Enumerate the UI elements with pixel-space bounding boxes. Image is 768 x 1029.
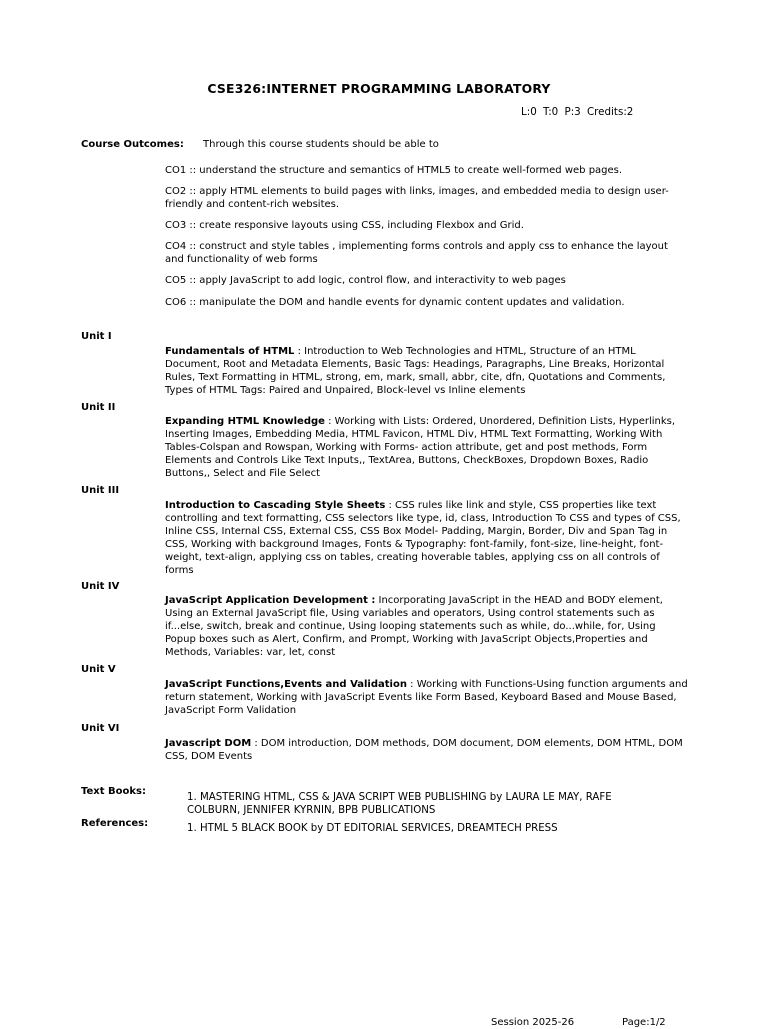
credits-line: L:0 T:0 P:3 Credits:2 <box>521 106 634 118</box>
unit-label: Unit III <box>81 485 120 496</box>
unit-label: Unit V <box>81 664 116 675</box>
course-outcome-item: CO2 :: apply HTML elements to build pages with links, images, and embedded media to design user-friendly and content-rich websites. <box>165 186 669 210</box>
course-outcome-item: CO4 :: construct and style tables , implementing forms controls and apply css to enhance the layout and functionality of web forms <box>165 241 668 265</box>
unit-heading: Javascript DOM <box>165 738 252 749</box>
unit-label: Unit VI <box>81 723 120 734</box>
unit-content <box>165 594 688 659</box>
unit-heading: JavaScript Functions,Events and Validation <box>165 679 407 690</box>
unit-content <box>165 345 688 397</box>
unit-content <box>165 415 688 480</box>
unit-label: Unit IV <box>81 581 120 592</box>
unit-heading: Introduction to Cascading Style Sheets <box>165 500 386 511</box>
session-footer: Session 2025-26 <box>491 1017 575 1028</box>
course-outcomes-label: Course Outcomes: <box>81 139 184 150</box>
unit-label: Unit I <box>81 331 112 342</box>
unit-text: : Working with Lists: Ordered, Unordered, Definition Lists, Hyperlinks, Inserting Images, Embedding Media, HTML Favicon, HTML Div, HTML Text Formatting, Working With Tables-Colspan and Rowspan, Working with Forms- action attribute, get and post methods, Form Elements and Controls Like Text Inputs,, TextArea, Buttons, CheckBoxes, Dropdown Boxes, Radio Buttons,, Select and File Select <box>165 416 676 479</box>
course-outcome-item: CO1 :: understand the structure and semantics of HTML5 to create well-formed web pages. <box>165 165 623 176</box>
course-title: CSE326:INTERNET PROGRAMMING LABORATORY <box>207 81 551 96</box>
references-label: References: <box>81 818 149 829</box>
reference-item: 1. HTML 5 BLACK BOOK by DT EDITORIAL SERVICES, DREAMTECH PRESS <box>187 823 558 834</box>
unit-label: Unit II <box>81 402 116 413</box>
unit-heading: Expanding HTML Knowledge <box>165 416 325 427</box>
unit-heading: JavaScript Application Development : <box>165 595 376 606</box>
course-outcome-item: CO6 :: manipulate the DOM and handle events for dynamic content updates and validation. <box>165 297 625 308</box>
page-number: Page:1/2 <box>622 1017 666 1028</box>
text-book-item: 1. MASTERING HTML, CSS & JAVA SCRIPT WEB PUBLISHING by LAURA LE MAY, RAFE COLBURN, JENNIFER KYRNIN, BPB PUBLICATIONS <box>187 792 612 816</box>
unit-text: : Working with Functions-Using function arguments and return statement, Working with JavaScript Events like Form Based, Keyboard Based and Mouse Based, JavaScript Form Validation <box>165 679 688 716</box>
unit-text: : DOM introduction, DOM methods, DOM document, DOM elements, DOM HTML, DOM CSS, DOM Events <box>165 738 683 762</box>
unit-content <box>165 737 688 763</box>
course-outcomes-intro: Through this course students should be able to <box>203 139 439 150</box>
unit-text: : Introduction to Web Technologies and HTML, Structure of an HTML Document, Root and Metadata Elements, Basic Tags: Headings, Paragraphs, Line Breaks, Horizontal Rules, Text Formatting in HTML, strong, em, mark, small, abbr, cite, dfn, Quotations and Comments, Types of HTML Tags: Paired and Unpaired, Block-level vs Inline elements <box>165 346 666 396</box>
course-outcome-item: CO3 :: create responsive layouts using CSS, including Flexbox and Grid. <box>165 220 524 231</box>
unit-content <box>165 678 688 717</box>
unit-text: Incorporating JavaScript in the HEAD and BODY element, Using an External JavaScript file, Using variables and operators, Using control statements such as if...else, switch, break and continue, Using looping statements such as while, do...while, for, Using Popup boxes such as Alert, Confirm, and Prompt, Working with JavaScript Objects,Properties and Methods, Variables: var, let, const <box>165 595 663 658</box>
unit-heading: Fundamentals of HTML <box>165 346 295 357</box>
text-books-label: Text Books: <box>81 786 146 797</box>
unit-content <box>165 499 688 577</box>
unit-text: : CSS rules like link and style, CSS properties like text controlling and text formatting, CSS selectors like type, id, class, Introduction To CSS and types of CSS, Inline CSS, Internal CSS, External CSS, CSS Box Model- Padding, Margin, Border, Div and Span Tag in CSS, Working with background Images, Fonts & Typography: font-family, font-size, line-height, font-weight, text-align, applying css on tables, creating hoverable tables, applying css on all controls of forms <box>165 500 681 576</box>
course-outcome-item: CO5 :: apply JavaScript to add logic, control flow, and interactivity to web pages <box>165 275 566 286</box>
